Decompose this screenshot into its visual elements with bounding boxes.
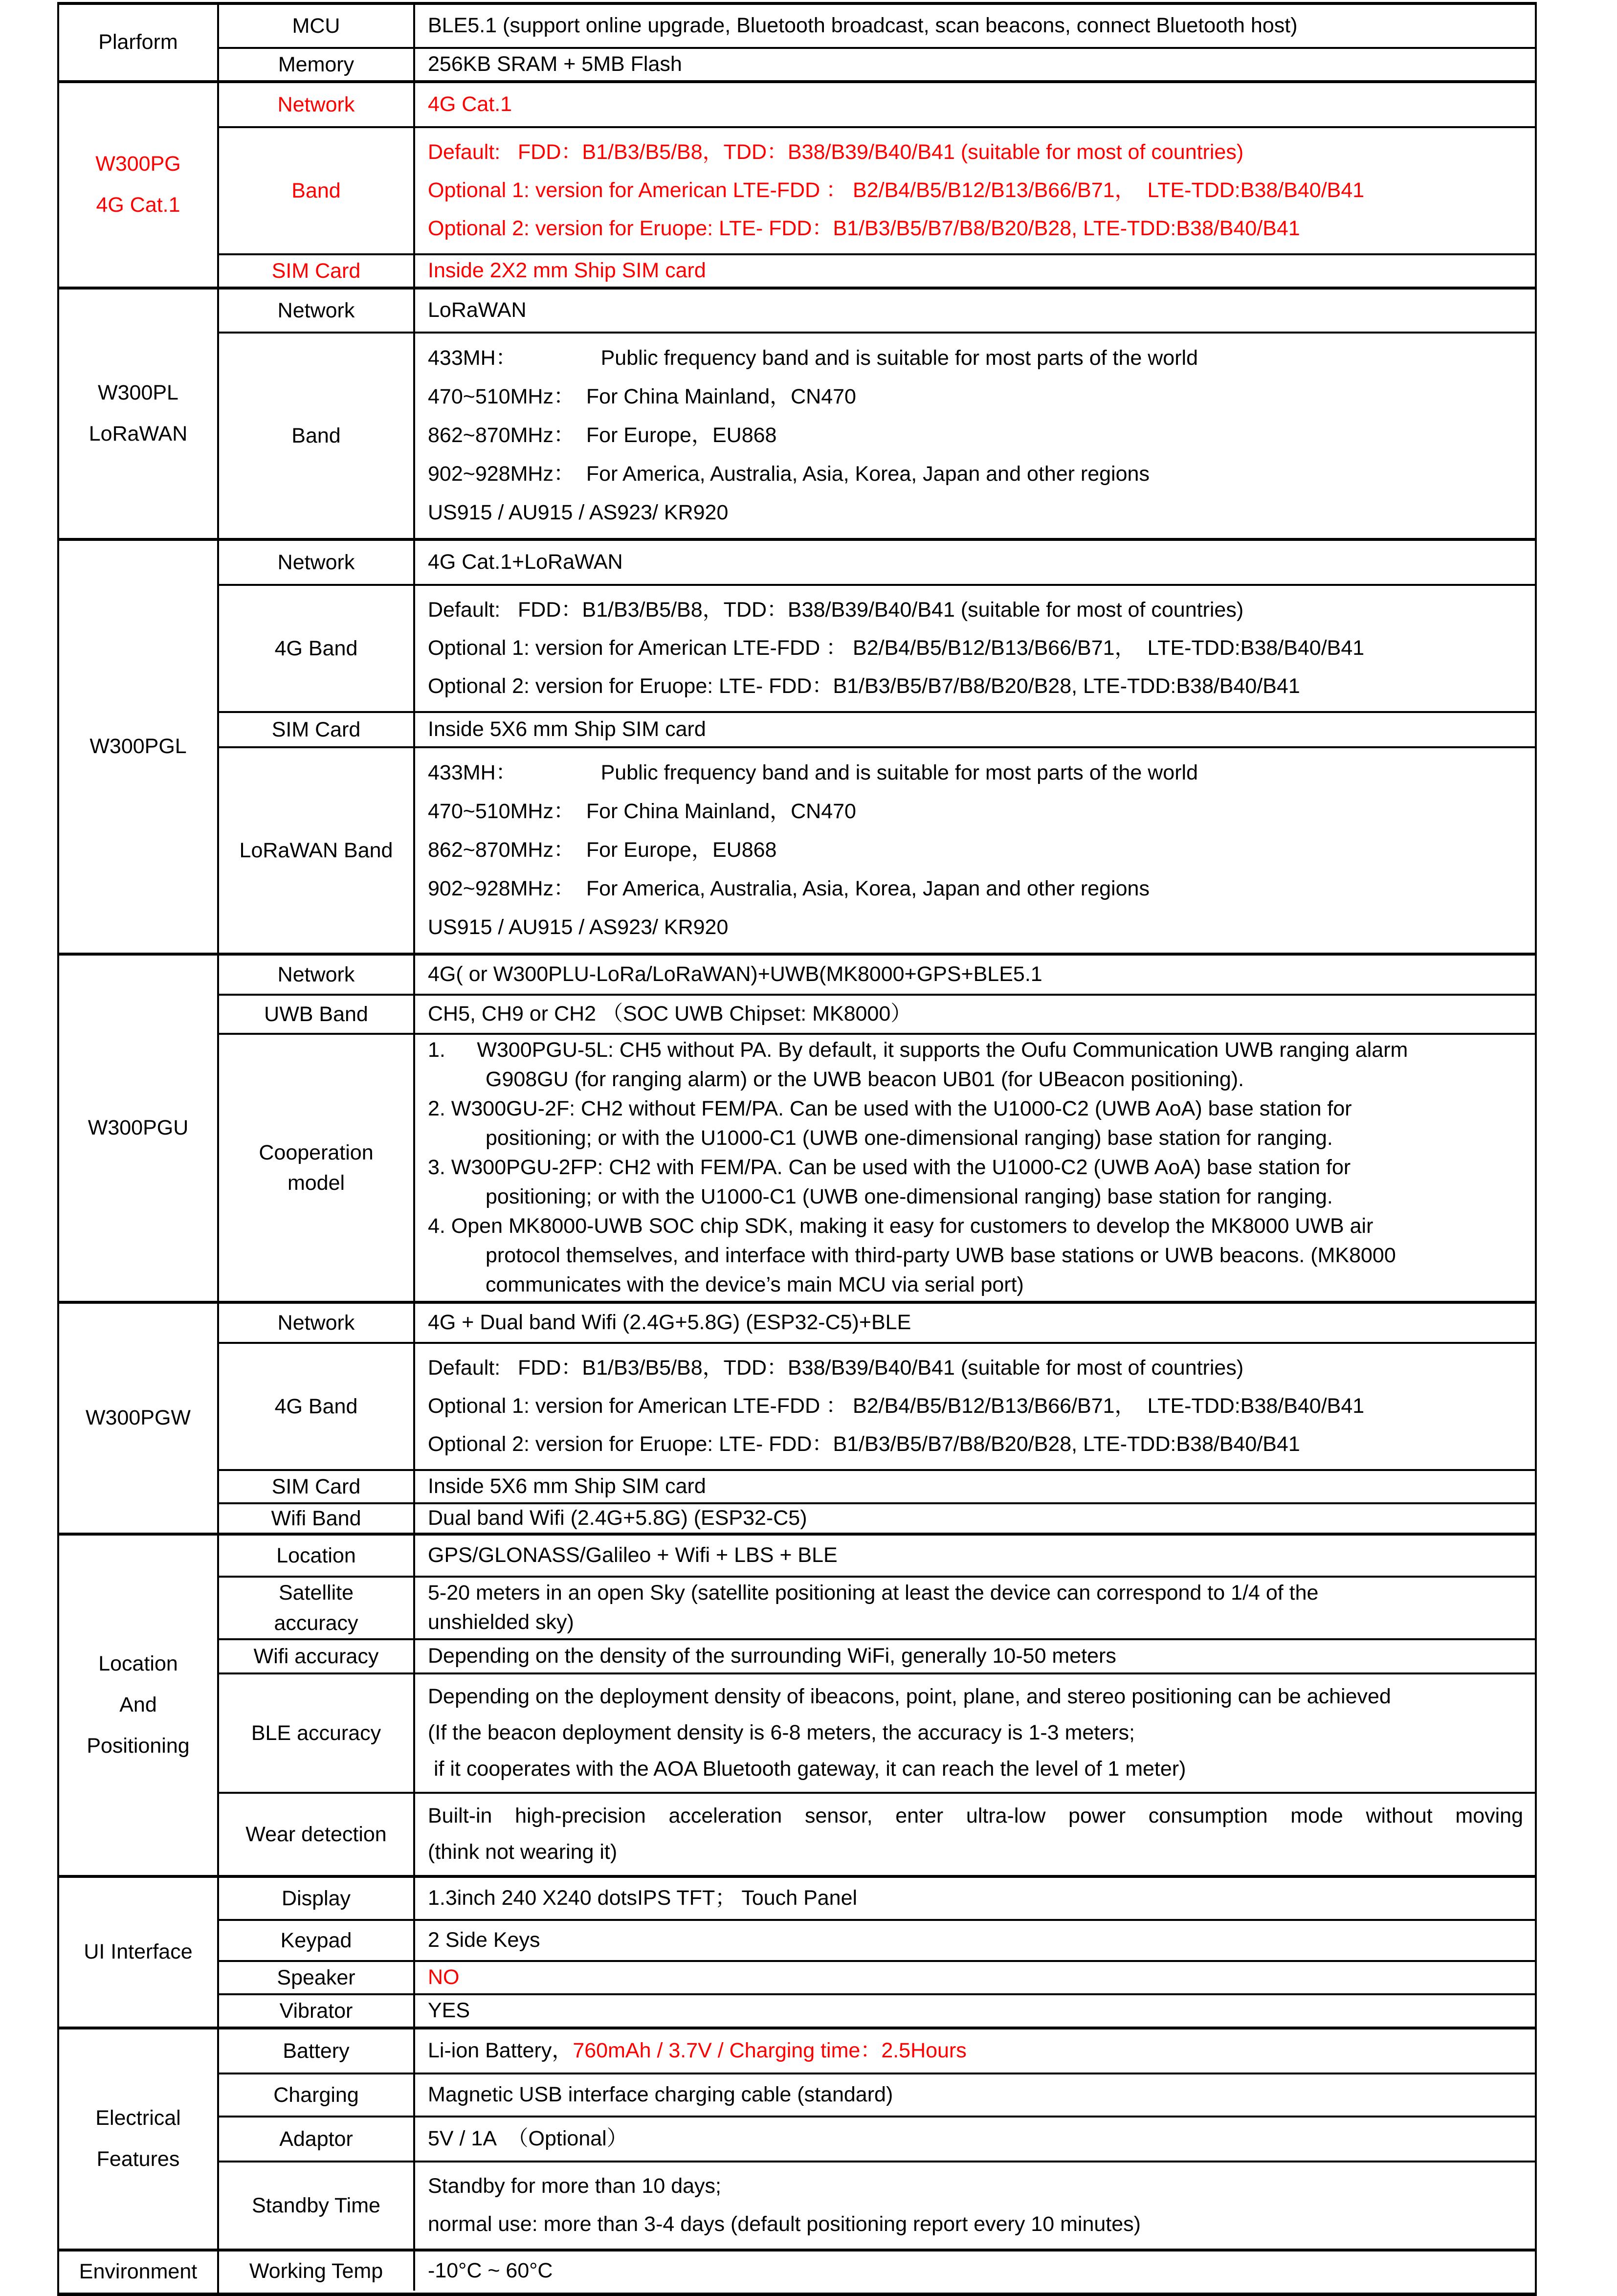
- row-label: Network: [277, 550, 355, 574]
- value-pgu-cooperation-model: [415, 1035, 1535, 1301]
- label-working-temp: [219, 2251, 415, 2291]
- label-satellite-accuracy: [219, 1578, 415, 1638]
- value-line: US915 / AU915 / AS923/ KR920: [428, 500, 729, 524]
- row-label: Charging: [273, 2083, 359, 2107]
- label-adaptor: [219, 2118, 415, 2161]
- value-vibrator: [415, 1995, 1535, 2027]
- row-label: BLE accuracy: [251, 1721, 381, 1745]
- row-label: Memory: [278, 52, 354, 76]
- value-battery: [415, 2029, 1535, 2073]
- value-segment: 760mAh / 3.7V / Charging time：2.5Hours: [573, 2039, 967, 2063]
- value-line: if it cooperates with the AOA Bluetooth gateway, it can reach the level of 1 meter): [428, 1757, 1186, 1781]
- row-pgw-wifi-band: [219, 1504, 1535, 1533]
- category-label: W300PL: [98, 381, 178, 405]
- value-line: Optional 2: version for Eruope: LTE- FDD：B1/B3/B5/B7/B8/B20/B28, LTE-TDD:B38/B40/B41: [428, 674, 1300, 698]
- group-ui-interface: [59, 1878, 1535, 2029]
- row-label: SIM Card: [271, 717, 361, 741]
- group-plarform: [59, 5, 1535, 83]
- row-wear-detection: [219, 1794, 1535, 1875]
- value-line: Optional 1: version for American LTE-FDD ： B2/B4/B5/B12/B13/B66/B71， LTE-TDD:B38/B40/B41: [428, 636, 1365, 660]
- value-line: BLE5.1 (support online upgrade, Bluetooth broadcast, scan beacons, connect Bluetooth host): [428, 14, 1298, 38]
- label-vibrator: [219, 1995, 415, 2027]
- label-pgl-4g-band: [219, 586, 415, 711]
- row-pgw-4g-band: [219, 1344, 1535, 1471]
- value-keypad: [415, 1921, 1535, 1960]
- category-label: W300PGW: [85, 1406, 191, 1430]
- value-line: Default: FDD：B1/B3/B5/B8，TDD：B38/B39/B40/B41 (suitable for most of countries): [428, 1356, 1244, 1380]
- row-label: Network: [277, 92, 355, 116]
- value-line: 4G + Dual band Wifi (2.4G+5.8G) (ESP32-C5)+BLE: [428, 1311, 911, 1335]
- category-cell-location-and-positioning: [59, 1536, 219, 1875]
- row-label: LoRaWAN Band: [239, 838, 393, 862]
- value-line: 902~928MHz： For America, Australia, Asia, Korea, Japan and other regions: [428, 462, 1150, 486]
- group-rows-plarform: [219, 5, 1535, 80]
- group-electrical-features: [59, 2029, 1535, 2251]
- value-pg-network: [415, 83, 1535, 126]
- row-mcu: [219, 5, 1535, 49]
- category-cell-plarform: [59, 5, 219, 80]
- value-standby-time: [415, 2162, 1535, 2249]
- category-cell-environment: [59, 2251, 219, 2293]
- label-pl-band: [219, 334, 415, 538]
- row-label: Satellite: [279, 1581, 354, 1605]
- row-label: Network: [277, 298, 355, 322]
- value-line: Built-in high-precision acceleration sensor, enter ultra-low power consumption mode without moving: [428, 1804, 1523, 1828]
- label-pg-sim-card: [219, 255, 415, 287]
- value-line: 5-20 meters in an open Sky (satellite positioning at least the device can correspond to 1/4 of the: [428, 1581, 1319, 1605]
- row-satellite-accuracy: [219, 1578, 1535, 1640]
- value-line: NO: [428, 1965, 460, 1989]
- label-memory: [219, 49, 415, 80]
- value-line: unshielded sky): [428, 1610, 574, 1634]
- value-line: (If the beacon deployment density is 6-8 meters, the accuracy is 1-3 meters;: [428, 1721, 1135, 1745]
- row-label: Location: [276, 1543, 356, 1567]
- value-pgu-network: [415, 956, 1535, 994]
- value-line: Default: FDD：B1/B3/B5/B8，TDD：B38/B39/B40/B41 (suitable for most of countries): [428, 598, 1244, 622]
- category-cell-w300pgl: [59, 541, 219, 953]
- value-memory: [415, 49, 1535, 80]
- group-w300pl: [59, 290, 1535, 541]
- row-label: Network: [277, 1311, 355, 1335]
- row-pgw-sim-card: [219, 1471, 1535, 1504]
- value-line: US915 / AU915 / AS923/ KR920: [428, 915, 729, 939]
- value-line: G908GU (for ranging alarm) or the UWB beacon UB01 (for UBeacon positioning).: [486, 1068, 1244, 1092]
- label-pgw-wifi-band: [219, 1504, 415, 1533]
- value-line: 256KB SRAM + 5MB Flash: [428, 52, 682, 76]
- value-line: positioning; or with the U1000-C1 (UWB one-dimensional ranging) base station for ranging.: [486, 1126, 1333, 1150]
- row-charging: [219, 2074, 1535, 2118]
- category-label: UI Interface: [84, 1940, 193, 1964]
- value-line: (think not wearing it): [428, 1840, 618, 1864]
- row-label: accuracy: [274, 1611, 358, 1635]
- row-label: Standby Time: [252, 2193, 380, 2217]
- value-line: 1.3inch 240 X240 dotsIPS TFT； Touch Panel: [428, 1886, 858, 1910]
- value-pl-band: [415, 334, 1535, 538]
- row-vibrator: [219, 1995, 1535, 2027]
- value-line: Optional 1: version for American LTE-FDD ： B2/B4/B5/B12/B13/B66/B71， LTE-TDD:B38/B40/B41: [428, 178, 1365, 202]
- category-label: W300PGU: [88, 1116, 189, 1140]
- label-location: [219, 1536, 415, 1576]
- category-label: W300PG: [95, 152, 181, 176]
- label-charging: [219, 2074, 415, 2116]
- value-pgl-network: [415, 541, 1535, 584]
- value-line: 2. W300GU-2F: CH2 without FEM/PA. Can be used with the U1000-C2 (UWB AoA) base station for: [428, 1097, 1352, 1121]
- label-battery: [219, 2029, 415, 2073]
- row-pg-band: [219, 128, 1535, 255]
- row-label: Adaptor: [279, 2127, 353, 2151]
- label-keypad: [219, 1921, 415, 1960]
- row-keypad: [219, 1921, 1535, 1962]
- row-standby-time: [219, 2162, 1535, 2249]
- value-pgw-wifi-band: [415, 1504, 1535, 1533]
- value-pgw-network: [415, 1304, 1535, 1342]
- group-w300pg: [59, 83, 1535, 290]
- row-label: Band: [291, 178, 341, 202]
- category-label: Environment: [79, 2260, 198, 2283]
- value-pgl-4g-band: [415, 586, 1535, 711]
- row-label: Display: [282, 1886, 351, 1910]
- value-segment: Li-ion Battery，: [428, 2039, 573, 2063]
- value-line: Standby for more than 10 days;: [428, 2174, 721, 2198]
- group-rows-environment: [219, 2251, 1535, 2293]
- value-working-temp: [415, 2251, 1535, 2291]
- value-line: CH5, CH9 or CH2 （SOC UWB Chipset: MK8000）: [428, 1002, 912, 1026]
- value-pl-network: [415, 290, 1535, 332]
- group-w300pgw: [59, 1304, 1535, 1536]
- row-label: Keypad: [280, 1928, 352, 1952]
- label-pg-network: [219, 83, 415, 126]
- value-location: [415, 1536, 1535, 1576]
- row-label: Wear detection: [245, 1822, 387, 1846]
- value-pgu-uwb-band: [415, 996, 1535, 1033]
- row-label: Wifi accuracy: [253, 1644, 379, 1668]
- row-label: Speaker: [277, 1965, 355, 1989]
- row-label: SIM Card: [271, 259, 361, 283]
- label-display: [219, 1878, 415, 1919]
- value-line: 4G Cat.1+LoRaWAN: [428, 550, 623, 574]
- label-pg-band: [219, 128, 415, 253]
- category-cell-w300pg: [59, 83, 219, 287]
- value-line: 2 Side Keys: [428, 1928, 540, 1952]
- value-display: [415, 1878, 1535, 1919]
- row-label: Battery: [283, 2039, 350, 2063]
- value-pg-sim-card: [415, 255, 1535, 287]
- label-standby-time: [219, 2162, 415, 2249]
- value-line: Inside 5X6 mm Ship SIM card: [428, 1474, 706, 1498]
- group-environment: [59, 2251, 1535, 2293]
- label-ble-accuracy: [219, 1674, 415, 1792]
- row-wifi-accuracy: [219, 1640, 1535, 1674]
- row-label: Band: [291, 424, 341, 447]
- label-pgl-lorawan-band: [219, 748, 415, 953]
- row-pl-band: [219, 334, 1535, 538]
- value-line: normal use: more than 3-4 days (default positioning report every 10 minutes): [428, 2212, 1141, 2236]
- spec-table: [57, 2, 1537, 2296]
- value-line: 433MH： Public frequency band and is suitable for most parts of the world: [428, 346, 1198, 370]
- row-pgl-lorawan-band: [219, 748, 1535, 953]
- label-pl-network: [219, 290, 415, 332]
- label-wear-detection: [219, 1794, 415, 1875]
- category-label: LoRaWAN: [89, 422, 188, 446]
- row-label: 4G Band: [274, 1394, 358, 1418]
- value-mcu: [415, 5, 1535, 47]
- row-label: MCU: [292, 14, 340, 38]
- value-ble-accuracy: [415, 1674, 1535, 1792]
- label-pgu-network: [219, 956, 415, 994]
- value-line: protocol themselves, and interface with third-party UWB base stations or UWB beacons. (MK8000: [486, 1243, 1396, 1267]
- value-line: 862~870MHz： For Europe，EU868: [428, 838, 777, 862]
- group-rows-w300pgw: [219, 1304, 1535, 1533]
- category-label: Positioning: [87, 1734, 190, 1758]
- value-pgl-lorawan-band: [415, 748, 1535, 953]
- group-rows-w300pgl: [219, 541, 1535, 953]
- value-line: 1. W300PGU-5L: CH5 without PA. By default, it supports the Oufu Communication UWB ranging alarm: [428, 1038, 1408, 1062]
- row-adaptor: [219, 2118, 1535, 2162]
- value-line: 433MH： Public frequency band and is suitable for most parts of the world: [428, 761, 1198, 785]
- row-pg-sim-card: [219, 255, 1535, 287]
- value-line: Default: FDD：B1/B3/B5/B8，TDD：B38/B39/B40/B41 (suitable for most of countries): [428, 140, 1244, 164]
- group-rows-ui-interface: [219, 1878, 1535, 2027]
- value-line: Optional 2: version for Eruope: LTE- FDD：B1/B3/B5/B7/B8/B20/B28, LTE-TDD:B38/B40/B41: [428, 1432, 1300, 1456]
- row-label: 4G Band: [274, 636, 358, 660]
- group-location-and-positioning: [59, 1536, 1535, 1878]
- label-pgw-4g-band: [219, 1344, 415, 1469]
- label-pgl-network: [219, 541, 415, 584]
- category-cell-ui-interface: [59, 1878, 219, 2027]
- value-line: 470~510MHz： For China Mainland，CN470: [428, 385, 856, 409]
- value-pgw-4g-band: [415, 1344, 1535, 1469]
- value-line: -10°C ~ 60°C: [428, 2259, 553, 2283]
- row-memory: [219, 49, 1535, 80]
- row-pgl-4g-band: [219, 586, 1535, 713]
- category-label: W300PGL: [89, 735, 187, 758]
- row-label: Working Temp: [249, 2259, 383, 2283]
- category-cell-w300pl: [59, 290, 219, 538]
- row-label: Wifi Band: [271, 1506, 361, 1530]
- row-pgu-cooperation-model: [219, 1035, 1535, 1301]
- value-line: communicates with the device’s main MCU via serial port): [486, 1272, 1024, 1296]
- value-line: Dual band Wifi (2.4G+5.8G) (ESP32-C5): [428, 1506, 807, 1530]
- row-label: Network: [277, 962, 355, 986]
- row-ble-accuracy: [219, 1674, 1535, 1794]
- row-label: model: [287, 1171, 345, 1195]
- category-label: Electrical: [95, 2106, 181, 2130]
- row-pg-network: [219, 83, 1535, 128]
- value-pgl-sim-card: [415, 713, 1535, 746]
- row-battery: [219, 2029, 1535, 2074]
- group-w300pgu: [59, 956, 1535, 1304]
- category-cell-w300pgw: [59, 1304, 219, 1533]
- category-cell-electrical-features: [59, 2029, 219, 2249]
- row-pgl-network: [219, 541, 1535, 586]
- value-satellite-accuracy: [415, 1578, 1535, 1638]
- value-line: GPS/GLONASS/Galileo + Wifi + LBS + BLE: [428, 1543, 838, 1567]
- label-pgw-sim-card: [219, 1471, 415, 1502]
- value-line: Inside 2X2 mm Ship SIM card: [428, 259, 706, 283]
- value-line: 862~870MHz： For Europe，EU868: [428, 424, 777, 447]
- row-pgu-network: [219, 956, 1535, 996]
- label-pgu-cooperation-model: [219, 1035, 415, 1301]
- value-line: Depending on the density of the surrounding WiFi, generally 10-50 meters: [428, 1644, 1116, 1668]
- value-pg-band: [415, 128, 1535, 253]
- value-speaker: [415, 1962, 1535, 1993]
- category-label: Plarform: [98, 30, 178, 54]
- value-line: 5V / 1A （Optional）: [428, 2127, 628, 2151]
- group-rows-electrical-features: [219, 2029, 1535, 2249]
- category-label: 4G Cat.1: [96, 193, 180, 217]
- label-wifi-accuracy: [219, 1640, 415, 1672]
- label-pgu-uwb-band: [219, 996, 415, 1033]
- row-location: [219, 1536, 1535, 1578]
- category-label: And: [119, 1693, 157, 1717]
- value-line: 3. W300PGU-2FP: CH2 with FEM/PA. Can be used with the U1000-C2 (UWB AoA) base station for: [428, 1156, 1351, 1180]
- category-label: Location: [98, 1652, 178, 1676]
- label-mcu: [219, 5, 415, 47]
- row-label: Cooperation: [259, 1140, 374, 1164]
- label-pgw-network: [219, 1304, 415, 1342]
- value-wear-detection: [415, 1794, 1535, 1875]
- row-label: UWB Band: [264, 1002, 368, 1026]
- group-rows-w300pl: [219, 290, 1535, 538]
- category-cell-w300pgu: [59, 956, 219, 1301]
- group-rows-w300pg: [219, 83, 1535, 287]
- value-line: Depending on the deployment density of ibeacons, point, plane, and stereo positioning can be achieved: [428, 1685, 1391, 1709]
- value-line: 4G Cat.1: [428, 92, 512, 116]
- value-line: 4. Open MK8000-UWB SOC chip SDK, making it easy for customers to develop the MK8000 UWB air: [428, 1214, 1373, 1238]
- row-pgu-uwb-band: [219, 996, 1535, 1035]
- value-line: 902~928MHz： For America, Australia, Asia, Korea, Japan and other regions: [428, 876, 1150, 900]
- row-label: SIM Card: [271, 1474, 361, 1498]
- row-speaker: [219, 1962, 1535, 1995]
- value-line: LoRaWAN: [428, 298, 527, 322]
- value-wifi-accuracy: [415, 1640, 1535, 1672]
- label-pgl-sim-card: [219, 713, 415, 746]
- value-line: 4G( or W300PLU-LoRa/LoRaWAN)+UWB(MK8000+GPS+BLE5.1: [428, 962, 1042, 986]
- value-line: Optional 2: version for Eruope: LTE- FDD：B1/B3/B5/B7/B8/B20/B28, LTE-TDD:B38/B40/B41: [428, 217, 1300, 241]
- group-rows-w300pgu: [219, 956, 1535, 1301]
- value-line: 470~510MHz： For China Mainland，CN470: [428, 800, 856, 824]
- row-display: [219, 1878, 1535, 1921]
- label-speaker: [219, 1962, 415, 1993]
- value-line: [428, 2037, 1523, 2065]
- row-pgl-sim-card: [219, 713, 1535, 748]
- value-pgw-sim-card: [415, 1471, 1535, 1502]
- row-working-temp: [219, 2251, 1535, 2291]
- row-label: Vibrator: [279, 1999, 353, 2023]
- value-line: Magnetic USB interface charging cable (standard): [428, 2083, 893, 2107]
- value-line: positioning; or with the U1000-C1 (UWB one-dimensional ranging) base station for ranging.: [486, 1185, 1333, 1209]
- value-line: YES: [428, 1999, 470, 2023]
- value-line: Inside 5X6 mm Ship SIM card: [428, 717, 706, 741]
- group-rows-location-and-positioning: [219, 1536, 1535, 1875]
- value-adaptor: [415, 2118, 1535, 2161]
- group-w300pgl: [59, 541, 1535, 956]
- category-label: Features: [96, 2147, 180, 2171]
- row-pgw-network: [219, 1304, 1535, 1344]
- value-line: Optional 1: version for American LTE-FDD ： B2/B4/B5/B12/B13/B66/B71， LTE-TDD:B38/B40/B41: [428, 1394, 1365, 1418]
- row-pl-network: [219, 290, 1535, 334]
- value-charging: [415, 2074, 1535, 2116]
